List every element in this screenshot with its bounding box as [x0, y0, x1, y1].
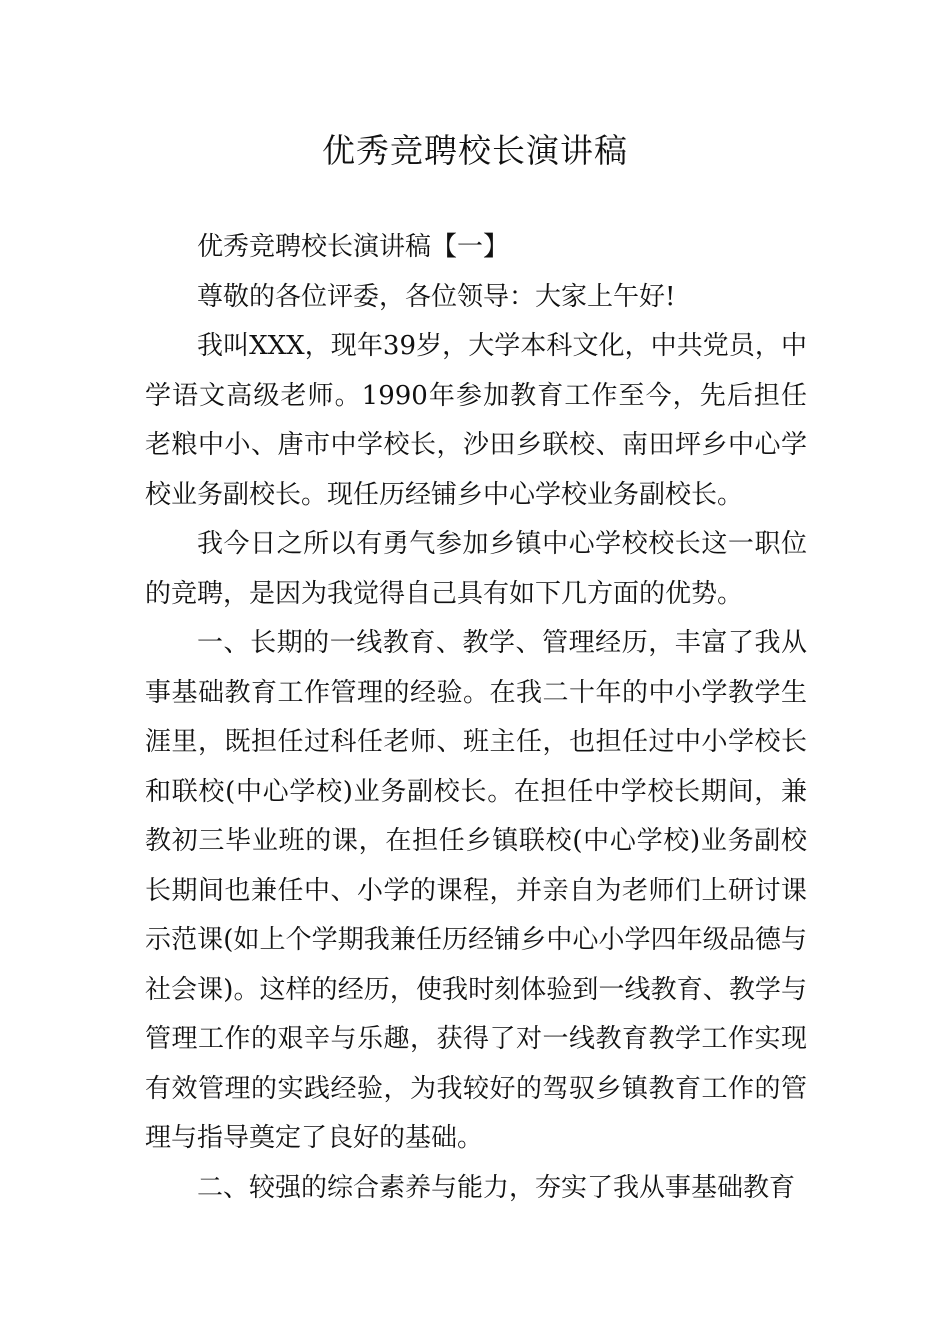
paragraph-motivation: 我今日之所以有勇气参加乡镇中心学校校长这一职位的竞聘，是因为我觉得自己具有如下几方面的优势。 — [145, 529, 807, 609]
paragraph-heading-one: 优秀竞聘校长演讲稿【一】 — [197, 232, 510, 262]
document-title: 优秀竞聘校长演讲稿 — [322, 131, 628, 170]
paragraph-advantage-one: 一、长期的一线教育、教学、管理经历，丰富了我从事基础教育工作管理的经验。在我二十年的中小学教学生涯里，既担任过科任老师、班主任，也担任过中小学校长和联校(中心学校)业务副校长。在担任中学校长期间，兼教初三毕业班的课，在担任乡镇联校(中心学校)业务副校长期间也兼任中、小学的课程，并亲自为老师们上研讨课示范课(如上个学期我兼任历经铺乡中心小学四年级品德与社会课)。这样的经历，使我时刻体验到一线教育、教学与管理工作的艰辛与乐趣，获得了对一线教育教学工作实现有效管理的实践经验，为我较好的驾驭乡镇教育工作的管理与指导奠定了良好的基础。 — [145, 628, 807, 1153]
document-body — [145, 223, 807, 1213]
paragraph-self-introduction: 我叫XXX，现年39岁，大学本科文化，中共党员，中学语文高级老师。1990年参加教育工作至今，先后担任老粮中小、唐市中学校长，沙田乡联校、南田坪乡中心学校业务副校长。现任历经铺乡中心学校业务副校长。 — [145, 331, 807, 510]
paragraph-greeting: 尊敬的各位评委，各位领导：大家上午好! — [197, 281, 676, 312]
paragraph-advantage-two: 二、较强的综合素养与能力，夯实了我从事基础教育 — [197, 1172, 796, 1203]
